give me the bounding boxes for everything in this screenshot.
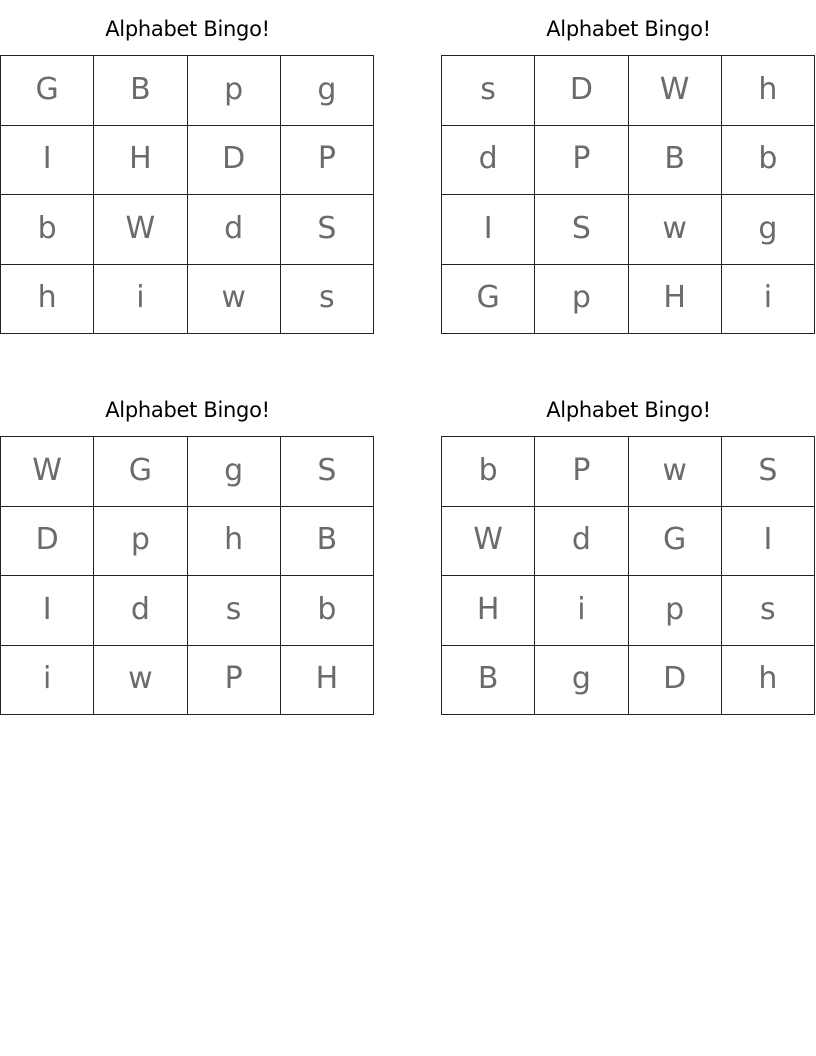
bingo-cell: b <box>281 576 374 646</box>
bingo-cell: P <box>188 646 281 716</box>
bingo-cell: g <box>535 646 628 716</box>
bingo-cell: G <box>94 437 187 507</box>
bingo-cell: p <box>188 56 281 126</box>
bingo-cell: g <box>188 437 281 507</box>
bingo-cell: d <box>535 507 628 577</box>
bingo-cell: B <box>94 56 187 126</box>
bingo-grid <box>0 55 374 334</box>
bingo-cell: H <box>281 646 374 716</box>
bingo-cell: D <box>629 646 722 716</box>
bingo-cell: d <box>442 126 535 196</box>
bingo-cell: s <box>281 265 374 335</box>
bingo-cell: i <box>722 265 815 335</box>
bingo-cell: W <box>442 507 535 577</box>
bingo-cell: w <box>629 437 722 507</box>
bingo-cell: W <box>629 56 722 126</box>
bingo-cell: P <box>535 126 628 196</box>
bingo-cell: I <box>442 195 535 265</box>
bingo-grid <box>0 436 374 715</box>
bingo-cell: H <box>94 126 187 196</box>
bingo-card-4 <box>441 381 816 715</box>
bingo-cell: d <box>94 576 187 646</box>
bingo-cell: D <box>535 56 628 126</box>
bingo-cell: h <box>722 646 815 716</box>
bingo-cell: w <box>188 265 281 335</box>
bingo-cell: s <box>188 576 281 646</box>
bingo-cell: H <box>442 576 535 646</box>
bingo-cell: G <box>629 507 722 577</box>
bingo-cell: B <box>629 126 722 196</box>
bingo-cell: s <box>442 56 535 126</box>
bingo-cell: b <box>722 126 815 196</box>
bingo-cell: p <box>629 576 722 646</box>
bingo-cell: D <box>188 126 281 196</box>
bingo-cell: H <box>629 265 722 335</box>
bingo-cell: b <box>442 437 535 507</box>
bingo-cell: P <box>281 126 374 196</box>
bingo-card-title: Alphabet Bingo! <box>546 17 711 41</box>
bingo-cell: I <box>722 507 815 577</box>
bingo-cell: W <box>1 437 94 507</box>
bingo-card-1 <box>0 0 375 334</box>
bingo-cell: p <box>94 507 187 577</box>
bingo-cell: i <box>94 265 187 335</box>
bingo-cell: B <box>281 507 374 577</box>
bingo-cell: S <box>535 195 628 265</box>
bingo-cell: p <box>535 265 628 335</box>
bingo-cell: h <box>188 507 281 577</box>
bingo-cell: s <box>722 576 815 646</box>
bingo-card-3 <box>0 381 375 715</box>
bingo-card-title: Alphabet Bingo! <box>105 17 270 41</box>
bingo-cell: I <box>1 576 94 646</box>
bingo-cell: S <box>281 195 374 265</box>
bingo-cell: w <box>629 195 722 265</box>
bingo-cell: I <box>1 126 94 196</box>
bingo-cell: b <box>1 195 94 265</box>
bingo-cell: G <box>442 265 535 335</box>
bingo-grid <box>441 55 815 334</box>
bingo-cell: S <box>281 437 374 507</box>
bingo-cell: P <box>535 437 628 507</box>
bingo-cell: i <box>1 646 94 716</box>
bingo-cell: g <box>722 195 815 265</box>
bingo-cell: i <box>535 576 628 646</box>
bingo-grid <box>441 436 815 715</box>
bingo-cell: G <box>1 56 94 126</box>
bingo-card-title: Alphabet Bingo! <box>546 398 711 422</box>
bingo-cell: S <box>722 437 815 507</box>
bingo-card-title: Alphabet Bingo! <box>105 398 270 422</box>
bingo-cell: h <box>722 56 815 126</box>
bingo-cell: d <box>188 195 281 265</box>
bingo-cell: W <box>94 195 187 265</box>
bingo-cell: B <box>442 646 535 716</box>
bingo-cell: D <box>1 507 94 577</box>
bingo-cell: g <box>281 56 374 126</box>
bingo-cell: h <box>1 265 94 335</box>
bingo-card-2 <box>441 0 816 334</box>
bingo-cell: w <box>94 646 187 716</box>
